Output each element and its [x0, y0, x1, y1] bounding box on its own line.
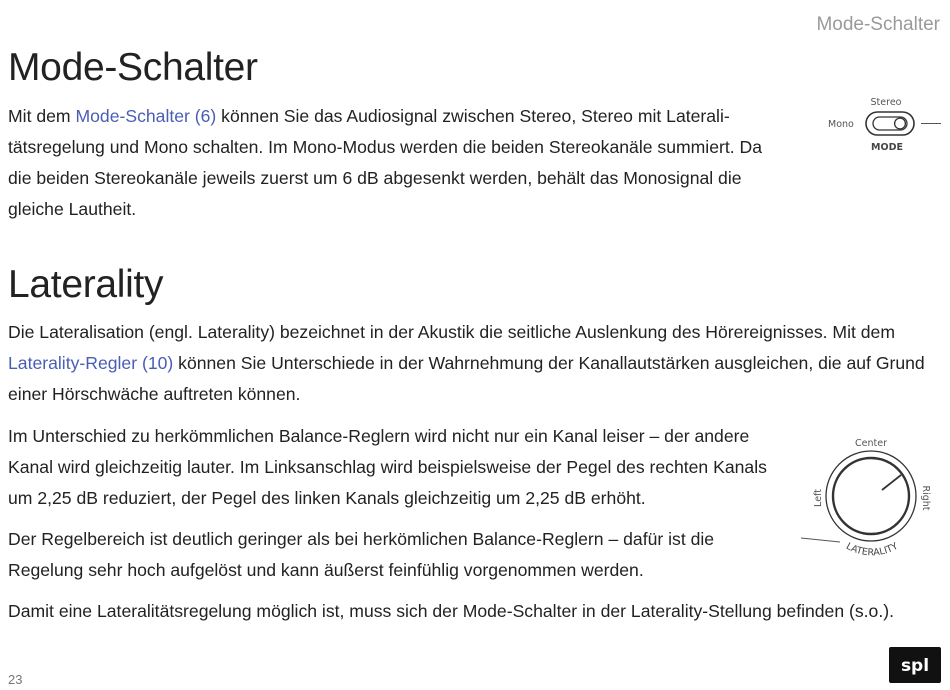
spl-logo [889, 647, 941, 683]
laterality-label-left: Left [813, 489, 824, 507]
laterality-callout-line [801, 538, 840, 542]
mode-paragraph [8, 101, 778, 225]
mode-label-mono: Mono [828, 119, 854, 130]
laterality-paragraph-text-start: Die Lateralisation (engl. Laterality) bezeichnet in der Akustik die seitliche Auslenkung des Hörereignisses. Mit dem [8, 322, 895, 342]
mode-switch-link[interactable]: Mode-Schalter (6) [75, 106, 217, 126]
spl-logo-text: spl [900, 656, 930, 676]
mode-paragraph-text-end: können Sie das Audiosignal zwischen Stereo, Stereo mit Lateralitätsregelung und Mono schalten. Im Mono-Modus werden die beiden Stereokanäle summiert. Da die beiden Stereokanäle jeweils zuerst um 6 dB abgesenkt werden, behält das Monosignal die gleiche Lautheit. [8, 106, 763, 219]
laterality-control-link[interactable]: Laterality-Regler (10) [8, 353, 174, 373]
laterality-paragraph-3: Der Regelbereich ist deutlich geringer als bei herkömlichen Balance-Reglern – dafür ist die Regelung sehr hoch aufgelöst und kann äußerst feinfühlig vorgenommen werden. [8, 529, 715, 580]
laterality-paragraph-2: Im Unterschied zu herkömmlichen Balance-Reglern wird nicht nur ein Kanal leiser – der andere Kanal wird gleichzeitig lauter. Im Linksanschlag wird beispielsweise der Pegel des rechten Kanals um 2,25 dB reduziert, der Pegel des linken Kanals gleichzeitig um 2,25 dB erhöht. [8, 426, 767, 508]
laterality-paragraph-1 [8, 317, 943, 410]
mode-paragraph-text-start: Mit dem [8, 106, 76, 126]
laterality-label-right: Right [920, 485, 931, 511]
mode-label-caption: MODE [871, 142, 903, 153]
laterality-knob [833, 458, 909, 534]
laterality-label-center: Center [855, 438, 887, 449]
laterality-paragraph-4: Damit eine Lateralitätsregelung möglich ist, muss sich der Mode-Schalter in der Laterality-Stellung befinden (s.o.). [8, 601, 894, 621]
mode-switch-diagram [818, 88, 946, 158]
page-number: 23 [8, 672, 23, 687]
laterality-paragraph-text-end: können Sie Unterschiede in der Wahrnehmung der Kanallautstärken ausgleichen, die auf Grund einer Hörschwäche auftreten können. [8, 353, 925, 404]
mode-switch-knob [895, 118, 906, 129]
laterality-label-caption [844, 541, 900, 559]
section-title-laterality: Laterality [8, 263, 164, 306]
laterality-knob-diagram [798, 430, 940, 560]
laterality-caption-path: LATERALITY [844, 540, 900, 559]
section-title-mode: Mode-Schalter [8, 46, 258, 89]
mode-label-stereo: Stereo [870, 97, 902, 108]
running-header: Mode-Schalter [816, 14, 940, 35]
